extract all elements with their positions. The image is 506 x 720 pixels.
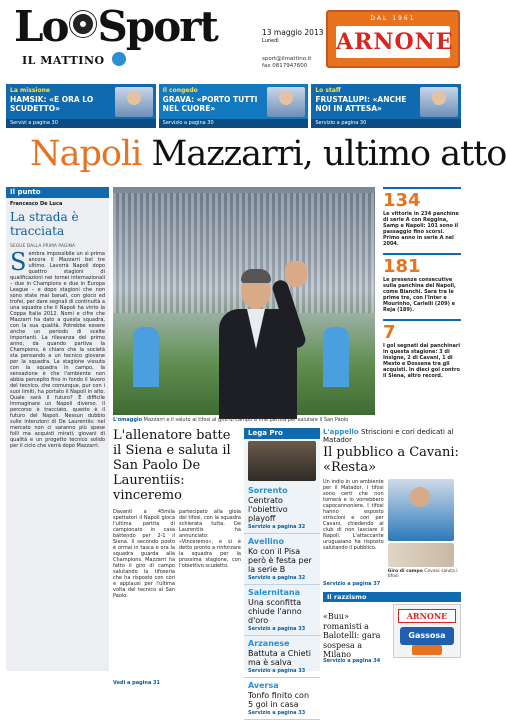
razzismo-box	[323, 592, 461, 671]
stats-column	[383, 187, 461, 425]
teaser-strip	[6, 84, 461, 128]
story-ref: Vedi a pagina 31	[113, 680, 241, 686]
razzismo-ref: Servizio a pagina 34	[323, 658, 461, 664]
badge-icon	[112, 52, 126, 66]
sponsor-brand: ARNONE	[336, 26, 450, 58]
appello-kicker-label: L'appello	[323, 428, 359, 436]
caption-text: Mazzarri e il saluto ai tifosi al giro di campo a fine partita per salutare il San Paolo	[144, 417, 349, 423]
appello-title[interactable]: Il pubblico a Cavani: «Resta»	[323, 445, 461, 475]
story-title[interactable]: L'allenatore batte il Siena e saluta il San Paolo De Laurentiis: vinceremo	[113, 428, 241, 503]
stat-text: Le vittorie in 234 panchine di serie A con Reggina, Samp e Napoli: 101 sono il passaggio fino scorsi. Primo anno in serie A nel 2004.	[383, 211, 461, 247]
appello-ref: Servizio a pagina 37	[323, 581, 461, 587]
ad-product: Gassosa	[400, 627, 454, 645]
headline-rest: Mazzarri, ultimo atto	[152, 134, 506, 174]
club-news: Tonfo finito con 5 gol in casa	[248, 691, 316, 709]
issue-date	[262, 28, 324, 46]
teaser-2[interactable]	[159, 84, 309, 128]
football-icon	[70, 11, 96, 37]
club-name: Salernitana	[248, 588, 316, 598]
club-news: Ko con il Pisa però è festa per la serie B	[248, 547, 316, 574]
teaser-kicker: La missione	[10, 87, 50, 94]
teaser-ref: Servizio a pagina 30	[311, 119, 461, 128]
teaser-kicker: Il congedo	[163, 87, 198, 94]
sponsor-year: DAL 1961	[328, 15, 458, 22]
headline-accent: Napoli	[30, 134, 141, 174]
club-name: Aversa	[248, 681, 316, 691]
section-title: Il razzismo	[323, 592, 461, 602]
appello-body: Un indio in un ambiente per il Matador, i tifosi sono certi che non tornerà e lo vorrebbero capocannoniere. I tifosi hanno esposto striscioni e cori per Cavani, chiedendo al club di non lasciare il Napoli. L'attaccante uruguaiano ha risposto salutando il pubblico.	[323, 479, 384, 575]
stat-rule	[383, 187, 461, 189]
cavani-photo	[388, 479, 454, 541]
continuation-note: SEGUE DALLA PRIMA PAGINA	[10, 244, 105, 249]
appello-row	[323, 479, 461, 579]
lega-pro-photo	[248, 441, 316, 481]
teaser-kicker: Lo staff	[315, 87, 340, 94]
teaser-ref: Servizi a pagina 30	[6, 119, 156, 128]
club-news: Una sconfitta chiude l'anno d'oro	[248, 598, 316, 625]
coach-figure	[211, 257, 301, 415]
club-news: Battuta a Chieti ma è salva	[248, 649, 316, 667]
teaser-photo	[420, 87, 458, 117]
section-title: Il punto	[6, 187, 109, 198]
player-figure	[133, 327, 159, 387]
stat-item	[383, 187, 461, 247]
teaser-ref: Servizio a pagina 30	[159, 119, 309, 128]
teaser-headline: FRUSTALUPI: «ANCHE NOI IN ATTESA»	[315, 95, 415, 113]
appello-story	[323, 428, 461, 590]
main-story	[113, 428, 241, 671]
column-il-punto	[6, 187, 109, 671]
logo-text-lo: Lo	[14, 2, 68, 51]
dropcap: S	[10, 251, 26, 273]
main-photo[interactable]	[113, 187, 375, 415]
ad-brand: ARNONE	[398, 609, 456, 623]
club-ref: Servizio a pagina 33	[248, 626, 316, 632]
date-text: 13 maggio 2013	[262, 28, 324, 37]
story-col-1: Davanti a 45mila spettatori il Napoli gioca l'ultima partita di campionato in casa battendo per 2-1 il Siena. Il secondo posto è ormai in tasca e ora la squadra guarda alla Champions. Mazzarri ha fatto il giro di campo salutando la tifoseria che ha risposto con cori e applausi per l'ultima volta del tecnico al San Paolo.	[113, 509, 175, 677]
lega-pro-item[interactable]	[244, 678, 320, 720]
appello-media	[388, 479, 461, 579]
section-title: Lega Pro	[244, 428, 320, 439]
column-title[interactable]: La strada è tracciata	[10, 210, 105, 238]
newspaper-logo[interactable]	[14, 6, 217, 48]
stat-rule	[383, 253, 461, 255]
club-ref: Servizio a pagina 33	[248, 668, 316, 674]
club-ref: Servizio a pagina 32	[248, 575, 316, 581]
teaser-photo	[267, 87, 305, 117]
lega-pro-column	[244, 428, 320, 671]
story-col-2: partecipato alla gioia dei tifosi, con la squadra schierata tutta. De Laurentiis ha annunciato: «Vinceremo», e si è detto pronto a rinforzare la squadra per la prossima stagione, con l'obiettivo scudetto.	[179, 509, 241, 677]
story-columns	[113, 509, 241, 677]
club-news: Centrato l'obiettivo playoff	[248, 496, 316, 523]
logo-text-sport: Sport	[98, 2, 217, 51]
appello-kicker-rest: Striscioni e cori dedicati al Matador	[323, 428, 453, 444]
teaser-photo	[115, 87, 153, 117]
club-ref: Servizio a pagina 32	[248, 524, 316, 530]
contact-info	[262, 56, 311, 70]
contact-fax: fax 0817947600	[262, 63, 311, 70]
stat-number: 7	[383, 323, 461, 343]
banner-photo	[388, 543, 454, 567]
appello-kicker	[323, 428, 461, 444]
lega-pro-item[interactable]	[244, 534, 320, 585]
ad-pack	[412, 645, 442, 655]
appello-caption	[388, 569, 461, 579]
contact-email[interactable]: sport@ilmattino.it	[262, 56, 311, 63]
teaser-headline: GRAVA: «PORTO TUTTI NEL CUORE»	[163, 95, 263, 113]
teaser-3[interactable]	[311, 84, 461, 128]
club-ref: Servizio a pagina 33	[248, 710, 316, 716]
gassosa-ad[interactable]	[393, 604, 461, 658]
column-body-text: embra impossibile un sì prima ancora il Mazzarri bel tre ultimo. Lavorrà Napoli dopo quattro stagioni di qualificazioni nei tornei internazionali – due in Champions e due in Europa League – e dopo stagioni che non sono state mai banali, con gioco ed trofei, per dare segnali di continuità a una squadra che il Napoli ha vinto la Coppa Italia 2012. Nomi e cifre che Mazzarri ha dato a questa squadra, con la sua qualità. Potrebbe essere anche un periodo di scelte importanti. La rilevanza del primo anno, da quando partiva la Champions, è chiaro che la società sta pensando a un tecnico giovane per la squadra. La stagione vissuta con la squadra in campo, la sensazione è che l'ambiente non abbia percepito fino in fondo il lavoro del tecnico, che comunque, pur con i suoi limiti, ha portato il Napoli in alto. Quale sarà il futuro? È difficile immaginare un Napoli diverso. Il percorso è tracciato, questo è il futuro del Napoli. Nessun dubbio sulle intenzioni di De Laurentiis: nel mercato non ci saranno più spese folli ma acquisti mirati, giovani di qualità e un progetto tecnico solido per il ciclo che verrà dopo Mazzarri.	[10, 251, 105, 449]
sponsor-ad[interactable]	[326, 10, 460, 68]
lega-pro-item[interactable]	[244, 585, 320, 636]
day-text: Lunedì	[262, 37, 324, 46]
masthead	[0, 0, 467, 82]
waving-hand	[285, 261, 307, 287]
club-name: Sorrento	[248, 486, 316, 496]
appello-caption-text: Cavani saluta i tifosi	[388, 569, 458, 579]
lega-pro-item[interactable]	[244, 636, 320, 678]
caption-label: L'omaggio	[113, 417, 142, 423]
stat-number: 134	[383, 191, 461, 211]
main-headline[interactable]	[30, 130, 506, 178]
stat-text: Le presenze consecutive sulla panchina del Napoli, come Bianchi. Sara tra le prime tre, con l'Inter e Mourinho, Carlelli (209) e Reja (189).	[383, 277, 461, 313]
hair	[241, 269, 271, 283]
teaser-headline: HAMSIK: «E ORA LO SCUDETTO»	[10, 95, 110, 113]
byline: Francesco De Luca	[10, 201, 105, 207]
stat-item	[383, 319, 461, 379]
appello-caption-label: Giro di campo	[388, 569, 423, 574]
lega-pro-item[interactable]	[244, 483, 320, 534]
teaser-1[interactable]	[6, 84, 156, 128]
stat-item	[383, 253, 461, 313]
razzismo-title[interactable]: «Buu» romanisti a Balotelli: gara sospesa a Milano	[323, 612, 389, 660]
club-name: Avellino	[248, 537, 316, 547]
stat-rule	[383, 319, 461, 321]
stat-number: 181	[383, 257, 461, 277]
player-figure	[323, 327, 349, 387]
club-name: Arzanese	[248, 639, 316, 649]
column-body	[10, 251, 105, 651]
photo-caption	[113, 417, 375, 423]
stat-text: I gol segnati dai panchinari in questa stagione: 3 di Insigne, 2 di Cavani, 1 di Mesto e Dossena tra gli acquisti. In dieci gol contro il Siena, altro record.	[383, 343, 461, 379]
sub-logo: IL MATTINO	[22, 54, 105, 67]
